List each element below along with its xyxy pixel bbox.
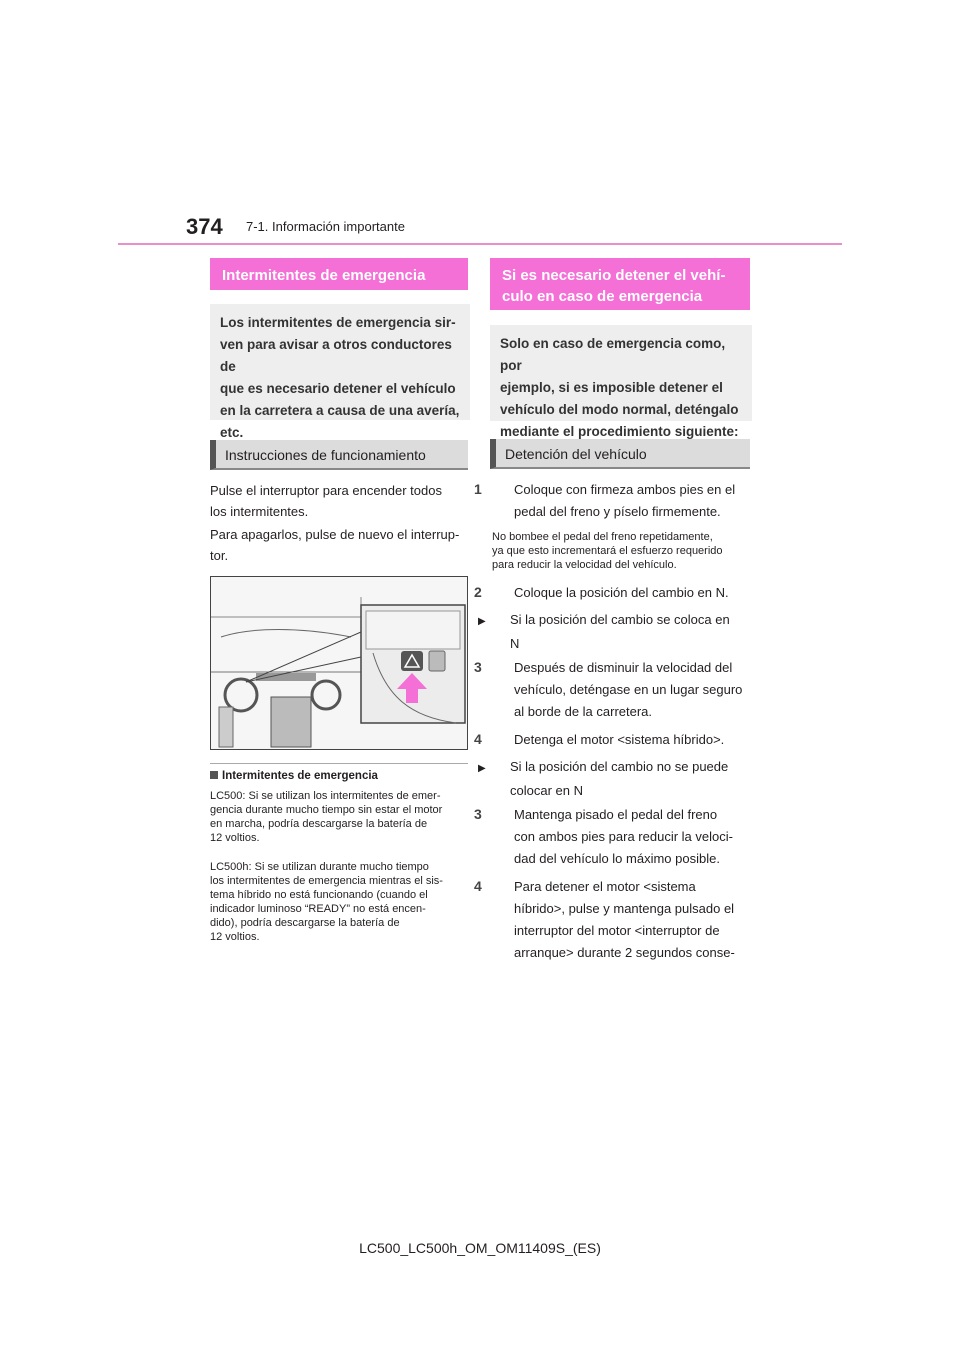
- intro-line: vehículo del modo normal, deténgalo: [500, 402, 739, 417]
- dashboard-illustration: [210, 576, 468, 750]
- step-number: 4: [474, 878, 482, 894]
- note-title-text: Intermitentes de emergencia: [222, 770, 378, 782]
- right-title: [490, 258, 750, 310]
- intro-line: ejemplo, si es imposible detener el: [500, 380, 723, 395]
- step-line: arranque> durante 2 segundos conse-: [514, 945, 735, 960]
- para-line: tor.: [210, 548, 229, 563]
- cond-line: Si la posición del cambio se coloca en: [510, 612, 730, 627]
- step-4b: [474, 875, 776, 964]
- note-line: LC500h: Si se utilizan durante mucho tiempo: [210, 861, 429, 873]
- title-line: culo en caso de emergencia: [502, 288, 703, 305]
- step-number: 3: [474, 806, 482, 822]
- step-number: 4: [474, 731, 482, 747]
- page-number: 374: [186, 214, 223, 239]
- step-2: [474, 581, 776, 604]
- note-divider: [210, 763, 468, 764]
- dashboard-drawing: [211, 577, 467, 749]
- intro-line: mediante el procedimiento siguiente:: [500, 424, 739, 439]
- cond-line: colocar en N: [510, 783, 583, 798]
- note-line: ya que esto incrementará el esfuerzo requerido: [492, 545, 723, 557]
- title-line: Si es necesario detener el vehí-: [502, 267, 726, 284]
- note-line: dido), podría descargarse la batería de: [210, 917, 400, 929]
- cond-line: N: [510, 636, 520, 651]
- header-rule: [118, 243, 842, 245]
- para-line: Para apagarlos, pulse de nuevo el interrup-: [210, 527, 460, 542]
- step-line: Mantenga pisado el pedal del freno: [514, 807, 718, 822]
- left-para-2: [210, 524, 470, 566]
- step-line: dad del vehículo lo máximo posible.: [514, 851, 720, 866]
- note-lc500h: [210, 860, 472, 944]
- step-number: 3: [474, 659, 482, 675]
- section-heading: 7-1. Información importante: [246, 219, 405, 234]
- step-line: interruptor del motor <interruptor de: [514, 923, 720, 938]
- right-intro-box: [490, 325, 752, 439]
- step-line: híbrido>, pulse y mantenga pulsado el: [514, 901, 735, 916]
- left-para-1: [210, 480, 470, 522]
- note-line: No bombee el pedal del freno repetidamente,: [492, 531, 713, 543]
- step-line: Coloque la posición del cambio en N.: [514, 585, 729, 600]
- intro-line: que es necesario detener el vehículo: [220, 381, 456, 396]
- step-3a: [474, 656, 776, 723]
- step-line: con ambos pies para reducir la veloci-: [514, 829, 733, 844]
- note-line: 12 voltios.: [210, 931, 260, 943]
- intro-line: ven para avisar a otros conductores de: [220, 337, 452, 374]
- step-number: 1: [474, 481, 482, 497]
- step-line: Detenga el motor <sistema híbrido>.: [514, 732, 725, 747]
- note-lc500: [210, 789, 472, 845]
- right-subhead: Detención del vehículo: [490, 439, 750, 469]
- step-4a: [474, 728, 776, 751]
- condition-1: [478, 609, 772, 655]
- note-title: [210, 770, 378, 782]
- left-subhead: Instrucciones de funcionamiento: [210, 440, 468, 470]
- step-3b: [474, 803, 776, 870]
- note-line: para reducir la velocidad del vehículo.: [492, 559, 677, 571]
- para-line: los intermitentes.: [210, 504, 309, 519]
- note-line: gencia durante mucho tiempo sin estar el motor: [210, 804, 443, 816]
- step-line: vehículo, deténgase en un lugar seguro: [514, 682, 743, 697]
- step-1: [474, 478, 776, 523]
- note-line: indicador luminoso “READY” no está encen-: [210, 903, 426, 915]
- arrow-right-icon: ▶: [478, 616, 486, 627]
- note-line: LC500: Si se utilizan los intermitentes de emer-: [210, 790, 441, 802]
- arrow-right-icon: ▶: [478, 763, 486, 774]
- intro-line: Solo en caso de emergencia como, por: [500, 336, 726, 373]
- step-number: 2: [474, 584, 482, 600]
- footer-code: LC500_LC500h_OM_OM11409S_(ES): [359, 1240, 601, 1256]
- step-1-note: [492, 530, 754, 572]
- note-line: en marcha, podría descargarse la batería de: [210, 818, 428, 830]
- step-line: al borde de la carretera.: [514, 704, 653, 719]
- note-line: los intermitentes de emergencia mientras el sis-: [210, 875, 443, 887]
- intro-line: en la carretera a causa de una avería,: [220, 403, 460, 418]
- cond-line: Si la posición del cambio no se puede: [510, 759, 729, 774]
- left-intro-box: [210, 304, 470, 440]
- note-line: 12 voltios.: [210, 832, 260, 844]
- step-line: Para detener el motor <sistema: [514, 879, 696, 894]
- note-line: tema híbrido no está funcionando (cuando el: [210, 889, 428, 901]
- intro-line: etc.: [220, 425, 244, 440]
- step-line: pedal del freno y píselo firmemente.: [514, 504, 721, 519]
- para-line: Pulse el interruptor para encender todos: [210, 483, 442, 498]
- step-line: Después de disminuir la velocidad del: [514, 660, 733, 675]
- intro-line: Los intermitentes de emergencia sir-: [220, 315, 456, 330]
- square-bullet-icon: [210, 771, 218, 779]
- left-title: Intermitentes de emergencia: [210, 258, 468, 290]
- step-line: Coloque con firmeza ambos pies en el: [514, 482, 736, 497]
- condition-2: [478, 756, 772, 802]
